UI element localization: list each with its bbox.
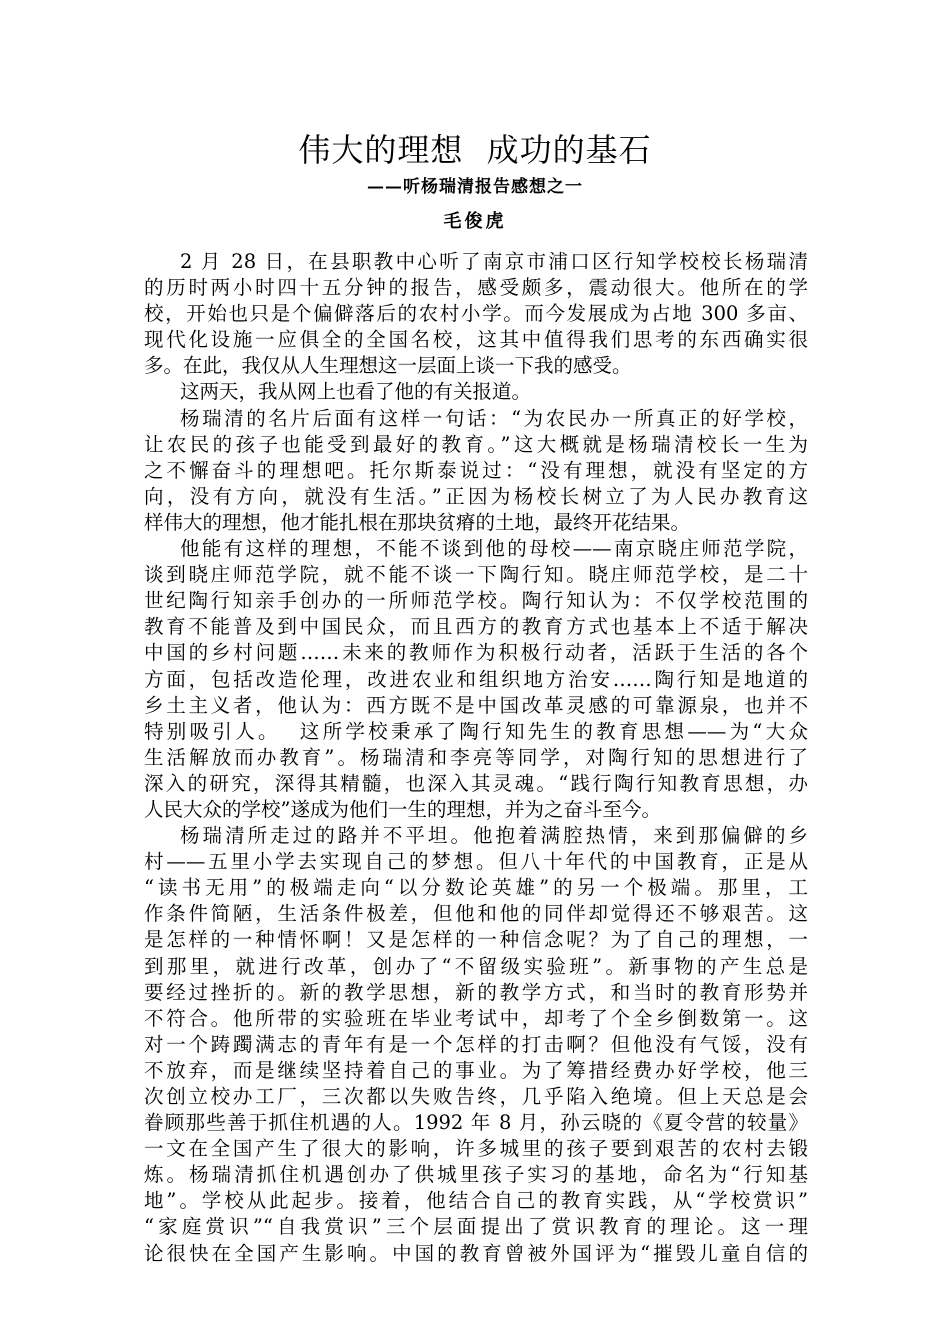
text-line: 作条件简陋，生活条件极差，但他和他的同伴却觉得还不够艰苦。这 [144,902,808,926]
text-line: 特别吸引人。 这所学校秉承了陶行知先生的教育思想——为“大众 [144,719,808,743]
text-line: 眷顾那些善于抓住机遇的人。1992 年 8 月，孙云晓的《夏令营的较量》 [144,1111,808,1135]
text-line: 地”。学校从此起步。接着，他结合自己的教育实践，从“学校赏识” [144,1189,808,1213]
text-line: 中国的乡村问题……未来的教师作为积极行动者，活跃于生活的各个 [144,641,808,665]
text-line: 论很快在全国产生影响。中国的教育曾被外国评为“摧毁儿童自信的 [144,1241,808,1265]
text-line: 现代化设施一应俱全的全国名校，这其中值得我们思考的东西确实很 [144,328,808,352]
text-line: 校，开始也只是个偏僻落后的农村小学。而今发展成为占地 300 多亩、 [144,302,808,326]
text-line: 村——五里小学去实现自己的梦想。但八十年代的中国教育，正是从 [144,850,808,874]
text-line: 方面，包括改造伦理，改进农业和组织地方治安……陶行知是地道的 [144,667,808,691]
text-line: 教育不能普及到中国民众，而且西方的教育方式也基本上不适于解决 [144,615,808,639]
text-line: 对一个踌躅满志的青年有是一个怎样的打击啊？但他没有气馁，没有 [144,1032,808,1056]
text-line: 到那里，就进行改革，创办了“不留级实验班”。新事物的产生总是 [144,954,808,978]
text-line: 他能有这样的理想，不能不谈到他的母校——南京晓庄师范学院， [180,537,808,561]
text-line: 不放弃，而是继续坚持着自己的事业。为了筹措经费办好学校，他三 [144,1058,808,1082]
text-line: 谈到晓庄师范学院，就不能不谈一下陶行知。晓庄师范学校，是二十 [144,563,808,587]
document-title: 伟大的理想 成功的基石 [298,131,652,169]
text-line: 要经过挫折的。新的教学思想，新的教学方式，和当时的教育形势并 [144,980,808,1004]
text-line: 世纪陶行知亲手创办的一所师范学校。陶行知认为：不仅学校范围的 [144,589,808,613]
text-line: 乡土主义者，他认为：西方既不是中国改革灵感的可靠源泉，也并不 [144,693,808,717]
text-line: 人民大众的学校”遂成为他们一生的理想，并为之奋斗至今。 [144,797,661,821]
body-text [144,249,808,1267]
text-line: 让农民的孩子也能受到最好的教育。”这大概就是杨瑞清校长一生为 [144,432,808,456]
text-line: 样伟大的理想，他才能扎根在那块贫瘠的土地，最终开花结果。 [144,510,691,534]
text-line: 之不懈奋斗的理想吧。托尔斯泰说过：“没有理想，就没有坚定的方 [144,458,808,482]
text-line: 多。在此，我仅从人生理想这一层面上谈一下我的感受。 [144,354,632,378]
text-line: 是怎样的一种情怀啊！又是怎样的一种信念呢？为了自己的理想，一 [144,928,808,952]
text-line: 杨瑞清所走过的路并不平坦。他抱着满腔热情，来到那偏僻的乡 [180,824,808,848]
text-line: 不符合。他所带的实验班在毕业考试中，却考了个全乡倒数第一。这 [144,1006,808,1030]
text-line: 这两天，我从网上也看了他的有关报道。 [180,380,532,404]
document-subtitle: ——听杨瑞清报告感想之一 [367,177,583,197]
text-line: 次创立校办工厂，三次都以失败告终，几乎陷入绝境。但上天总是会 [144,1085,808,1108]
text-line: 2 月 28 日，在县职教中心听了南京市浦口区行知学校校长杨瑞清 [180,250,808,273]
text-line: 生活解放而办教育”。杨瑞清和李亮等同学，对陶行知的思想进行了 [144,745,808,769]
text-line: 深入的研究，深得其精髓，也深入其灵魂。“践行陶行知教育思想，办 [144,771,808,795]
text-line: 的历时两小时四十五分钟的报告，感受颇多，震动很大。他所在的学 [144,276,808,300]
text-line: 炼。杨瑞清抓住机遇创办了供城里孩子实习的基地，命名为“行知基 [144,1163,808,1187]
text-line: 一文在全国产生了很大的影响，许多城里的孩子要到艰苦的农村去锻 [144,1137,808,1161]
text-line: “读书无用”的极端走向“以分数论英雄”的另一个极端。那里，工 [144,876,808,900]
author-name: 毛俊虎 [443,211,507,232]
text-line: 向，没有方向，就没有生活。”正因为杨校长树立了为人民办教育这 [144,484,808,508]
text-line: “家庭赏识”“自我赏识”三个层面提出了赏识教育的理论。这一理 [144,1215,808,1239]
text-line: 杨瑞清的名片后面有这样一句话：“为农民办一所真正的好学校， [180,406,808,430]
